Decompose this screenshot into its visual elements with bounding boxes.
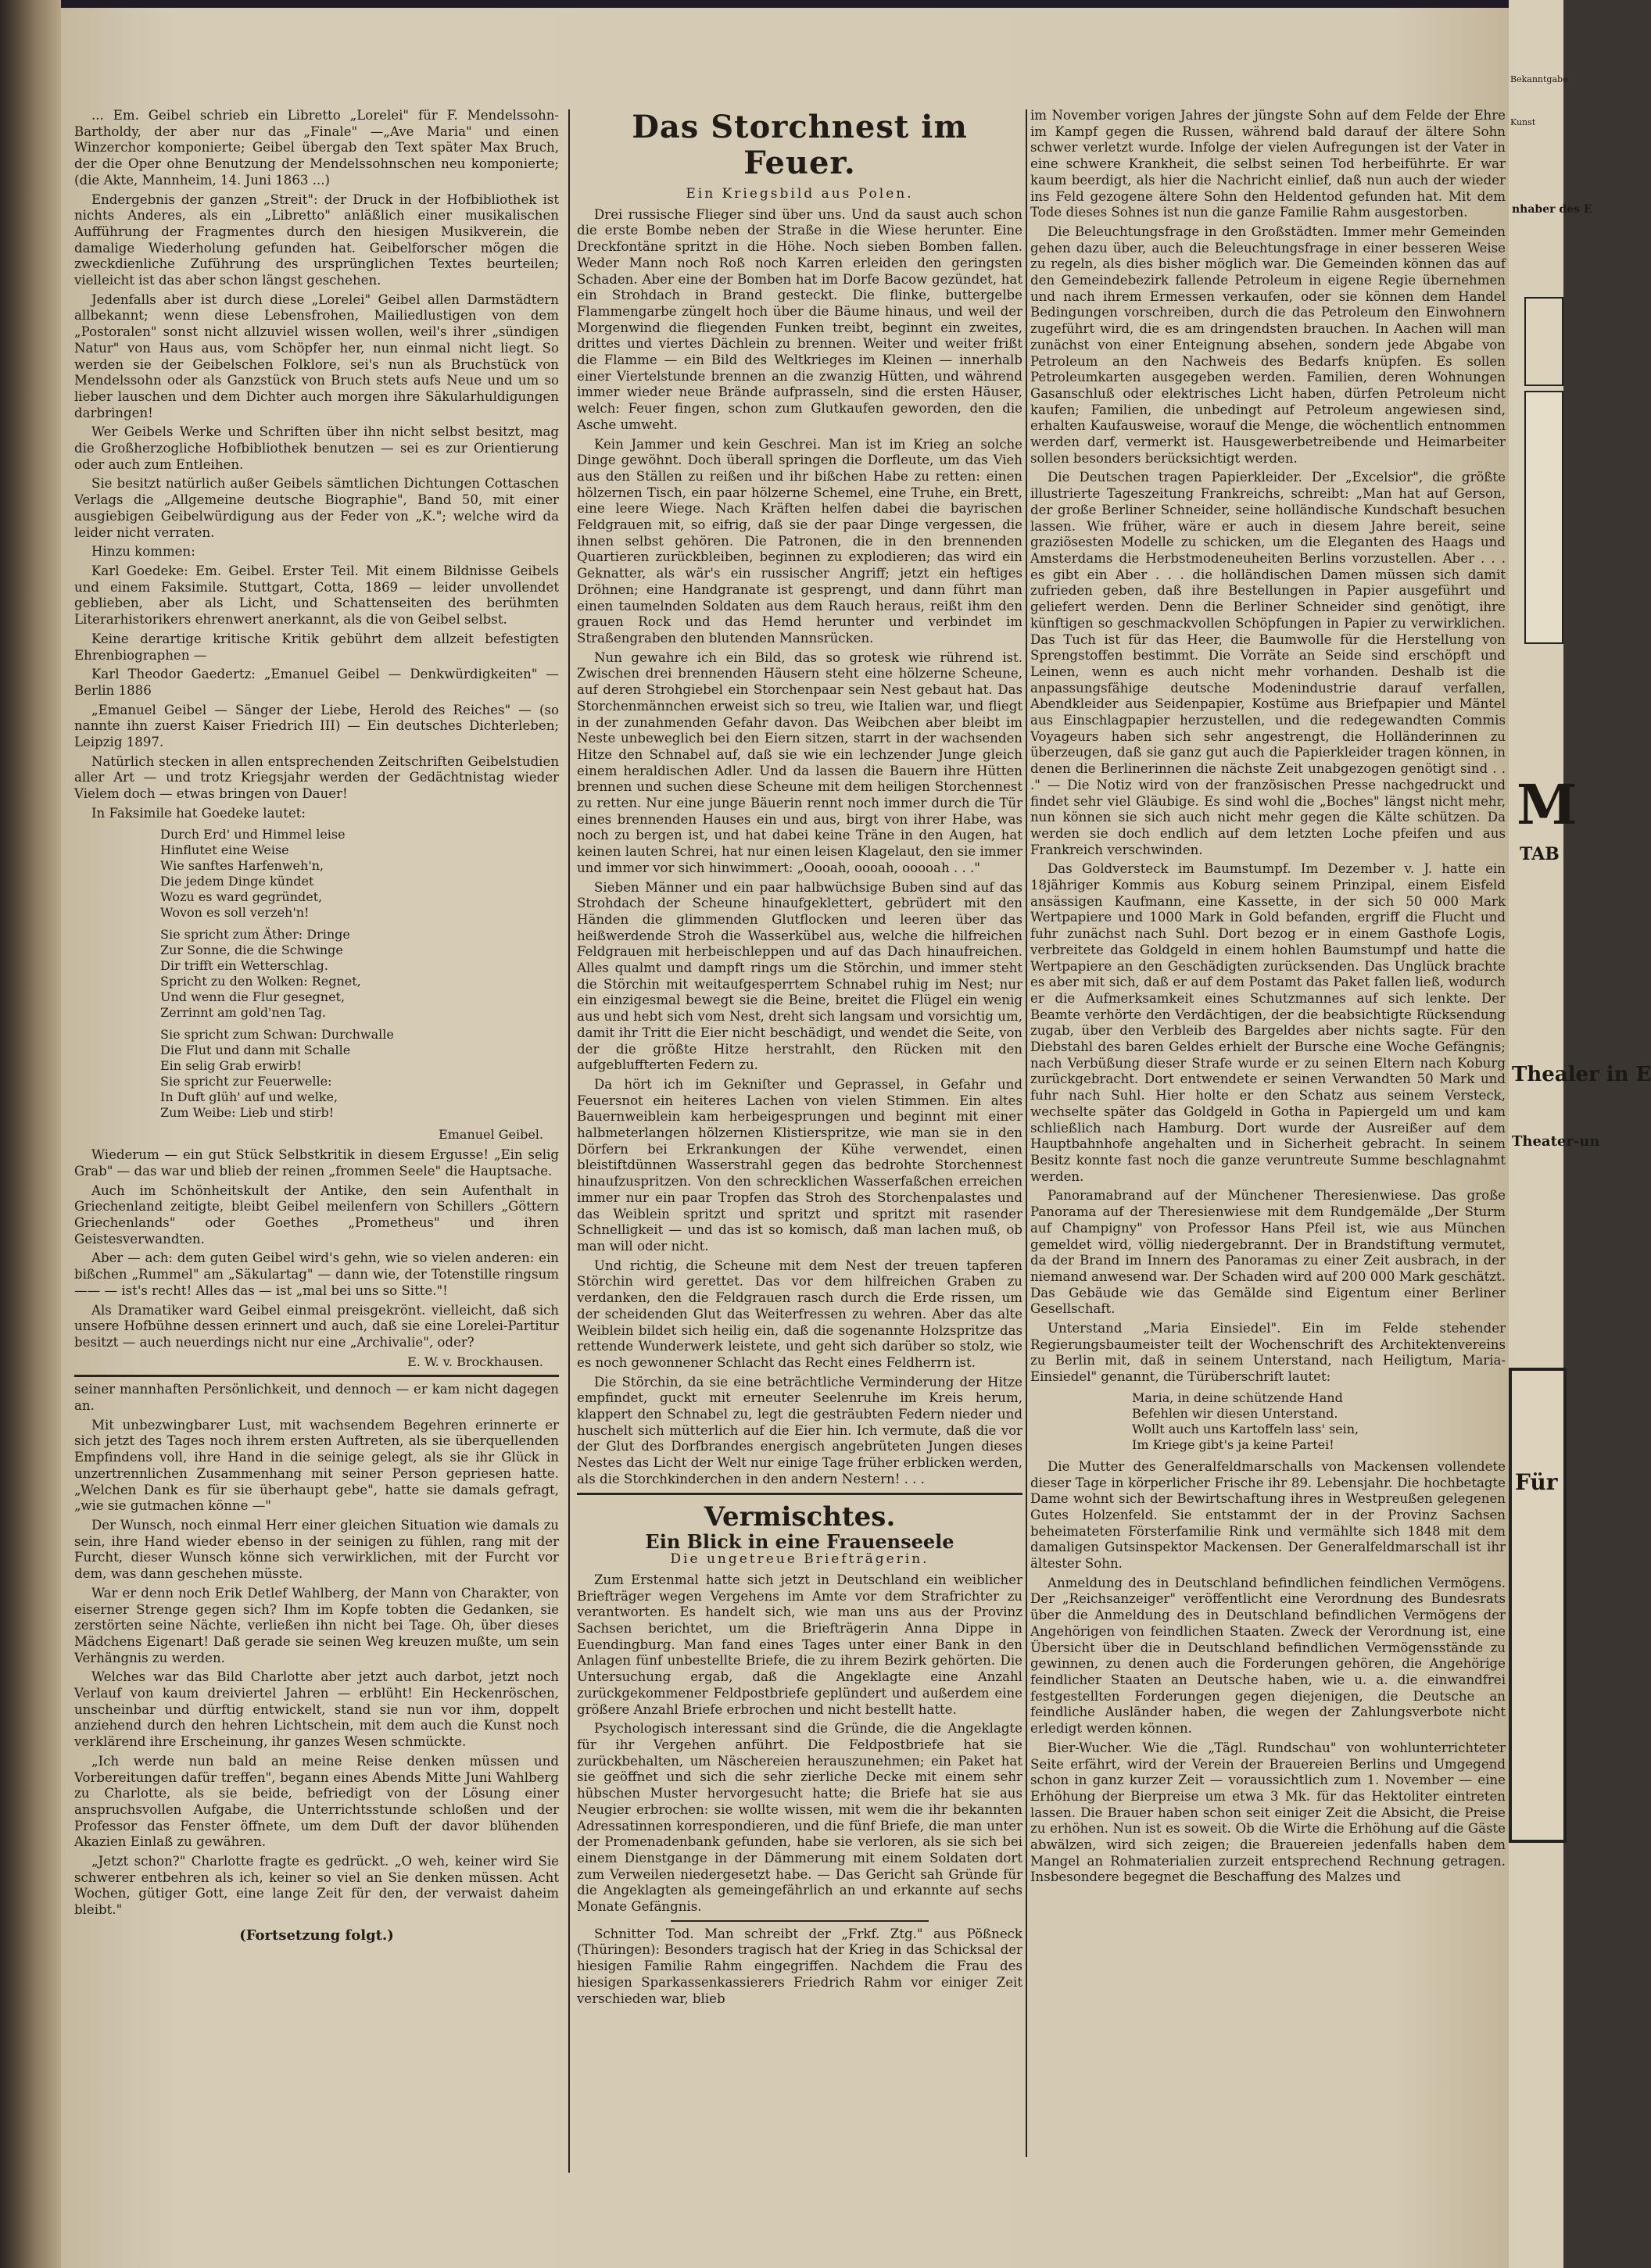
paragraph: Aber — ach: dem guten Geibel wird's gehn, wie so vielen anderen: ein bißchen „Rummel" am „Säkulartag" — dann wie, der Totenstille ringsum —— — ist's recht! Alles das — ist „mal bei uns so Sitte."!	[74, 1250, 559, 1298]
paragraph: Sie besitzt natürlich außer Geibels sämtlichen Dichtungen Cottaschen Verlags die „Allgemeine deutsche Biographie", Band 50, mit einer ausgiebigen Geibelwürdigung aus der Feder von „K."; welche wird da leider nicht verraten.	[74, 476, 559, 540]
paragraph: Drei russische Flieger sind über uns. Und da saust auch schon die erste Bombe neben der Straße in die Wiese herunter. Eine Dreckfontäne spritzt in die Höhe. Noch sieben Bomben fallen. Weder Mann noch Roß noch Karren erleiden den geringsten Schaden. Aber eine der Bomben hat im Dorfe Bacow gezündet, hat ein Strohdach in Brand gesteckt. Die flinke, buttergelbe Flammengarbe züngelt hoch über die Bäume hinaus, und weil der Morgenwind die fliegenden Funken treibt, beginnt ein zweites, drittes und viertes Dächlein zu brennen. Weiter und weiter frißt die Flamme — ein Bild des Weltkrieges im Kleinen — innerhalb einer Viertelstunde brennen an die zwanzig Hütten, und während immer wieder neue Brände aufprasseln, sind die ersten Häuser, welch: Feuer fingen, schon zum Glutkaufen geworden, den die Asche umweht.	[577, 206, 1022, 432]
column-3	[1030, 108, 1506, 2171]
poem-line: Zur Sonne, die die Schwinge	[160, 942, 343, 957]
paragraph: ... Em. Geibel schrieb ein Libretto „Lorelei" für F. Mendelssohn-Bartholdy, der aber nur das „Finale" —„Ave Maria" und einen Winzerchor komponierte; Geibel übergab den Text später Max Bruch, der die Oper ohne Benutzung der Mendelssohnschen neu komponierte; (die Akte, Mannheim, 14. Juni 1863 ...)	[74, 108, 559, 188]
paragraph: Die Deutschen tragen Papierkleider. Der „Excelsior", die größte illustrierte Tageszeitung Frankreichs, schreibt: „Man hat auf Gerson, der große Berliner Schneider, seine holländische Kundschaft besuchen lassen. Wie früher, wäre er auch in diesem Jahre bereit, seine graziösesten Modelle zu schicken, um die Eleganten des Haags und Amsterdams die Herbstmodeneuheiten Berlins vorzustellen. Aber . . . es gibt ein Aber . . . die holländischen Damen müssen sich damit zufrieden geben, daß ihre Bestellungen in Papier ausgeführt und geliefert werden. Denn die Berliner Schneider sind genötigt, ihre künftigen so geschmackvollen Schöpfungen in Papier zu verwirklichen. Das Tuch ist für das Heer, die Baumwolle für die Herstellung von Sprengstoffen bestimmt. Die Vorräte an Seide sind erschöpft und Leinen, wenn es auch nicht mehr vorhanden. Deshalb ist die anpassungsfähige deutsche Modenindustrie darauf verfallen, Abendkleider aus Seidenpapier, Kostüme aus Briefpapier und Mäntel aus Einschlagpapier herzustellen, und die redegewandten Commis Voyageurs haben sich sehr angestrengt, die Holländerinnen zu überzeugen, daß sie ganz gut auch die Papierkleider tragen können, in denen die Berlinerinnen die nächste Zeit unabgezogen genötigt sind . . ." — Die Notiz wird von der französischen Presse nachgedruckt und findet sehr viel Gläubige. Es sind wohl die „Boches" längst nicht mehr, nun können sie sich auch nicht mehr gegen die Kälte schützen. Da werden sie doch endlich auf dem letzten Loche pfeifen und aus Frankreich verschwinden.	[1030, 470, 1506, 857]
column-rule-1	[568, 109, 570, 2173]
edge-ad-box-1	[1524, 297, 1563, 386]
verse-line: Im Kriege gibt's ja keine Partei!	[1132, 1436, 1334, 1452]
adjacent-page-edge	[1509, 0, 1651, 2268]
poem-line: Sie spricht zum Schwan: Durchwalle	[160, 1026, 394, 1042]
poem-line: Hinflutet eine Weise	[160, 842, 289, 857]
paragraph: Die Störchin, da sie eine beträchtliche Verminderung der Hitze empfindet, guckt mit erneuter Seelenruhe im Kreis herum, klappert den Schnabel zu, legt die gesträubten Federn nieder und huschelt sich mütterlich auf die Eier hin. Ich vermute, daß die vor der Glut des Dorfbrandes energisch angebrüteten Jungen dieses Nestes das Licht der Welt nur einige Tage früher erblicken werden, als die Storchkinderchen in den andern Nestern! . . .	[577, 1374, 1022, 1486]
verse-line: Wollt auch uns Kartoffeln lass' sein,	[1132, 1421, 1359, 1436]
continuation-note: (Fortsetzung folgt.)	[239, 1926, 394, 1944]
paragraph: Mit unbezwingbarer Lust, mit wachsendem Begehren erinnerte er sich jetzt des Tages noch ihrem ersten Auftreten, als sie überquellenden Empfindens voll, ihre Hand in die seinige gelegt, als sie ihr Glück in unzertrennlichen Zusammenhang mit seiner Person gepriesen hatte. „Welchen Dank es für sie überhaupt gebe", hatte sie damals gefragt, „wie sie gutmachen könne —"	[74, 1417, 559, 1514]
paragraph: In Faksimile hat Goedeke lautet:	[91, 805, 306, 821]
paragraph: Panoramabrand auf der Münchener Theresienwiese. Das große Panorama auf der Theresienwiese mit dem Rundgemälde „Der Sturm auf Champigny" von Professor Hans Pfeil ist, wie aus München gemeldet wird, völlig niedergebrannt. Der in Brandstiftung vermutet, da der Brand im Innern des Panoramas zu einer Zeit ausbrach, in der niemand anwesend war. Der Schaden wird auf 200 000 Mark geschätzt. Das Gebäude wie das Gemälde sind Eigentum einer Berliner Gesellschaft.	[1030, 1188, 1506, 1317]
poem-line: Wozu es ward gegründet,	[160, 889, 323, 904]
article-subtitle: Die ungetreue Briefträgerin.	[670, 1551, 929, 1568]
paragraph: Bier-Wucher. Wie die „Tägl. Rundschau" von wohlunterrichteter Seite erfährt, wird der Verein der Brauereien Berlins und Umgegend schon in ganz kurzer Zeit — voraussichtlich zum 1. November — eine Erhöhung der Bierpreise um etwa 3 Mk. für das Hektoliter eintreten lassen. Die Brauer haben schon seit einiger Zeit die Absicht, die Preise zu erhöhen. Nun ist es soweit. Ob die Wirte die Erhöhung auf die Gäste abwälzen, wird sich zeigen; die Brauereien jedenfalls haben dem Mangel an Rohmaterialien zurzeit entsprechend Rechnung getragen. Insbesondere begegnet die Beschaffung des Malzes und	[1030, 1740, 1506, 1885]
poem-signature: Emanuel Geibel.	[439, 1126, 543, 1142]
section-rule	[577, 1493, 1022, 1495]
paragraph: Das Goldversteck im Baumstumpf. Im Dezember v. J. hatte ein 18jähriger Kommis aus Koburg seinem Prinzipal, einem Eisfeld ansässigen Kaufmann, eine Kassette, in der sich 50 000 Mark Wertpapiere und 1000 Mark in Gold befanden, ergriff die Flucht und fuhr zunächst nach Suhl. Dort bezog er in einem Gasthofe Logis, verbreitete das Goldgeld in einem hohlen Baumstumpf und hatte die Wertpapiere an den Geschädigten zurücksenden. Das Unglück brachte es aber mit sich, daß er auf dem Postamt das Paket fallen ließ, wodurch er die Aufmerksamkeit eines Schutzmannes auf sich lenkte. Der Beamte verhörte den Verdächtigen, der die beabsichtigte Rücksendung zugab, über den Verbleib des Bargeldes aber nichts sagte. Für den Diebstahl des baren Geldes erhielt der Bursche eine Woche Gefängnis; nach Verbüßung dieser Strafe wurde er zu seinen Eltern nach Koburg zurückgebracht. Dort entwendete er seinen Verwandten 50 Mark und fuhr nach Suhl. Hier holte er den Schatz aus seinem Versteck, wechselte später das Goldgeld in Gotha in Papiergeld um und kam schließlich nach Hamburg. Dort wurde der Ausreißer auf dem Hauptbahnhofe angehalten und in Sicherheit gebracht. In seinem Besitz konnte fast noch die ganze veruntreute Summe beschlagnahmt werden.	[1030, 861, 1506, 1184]
edge-big-letter: M	[1517, 772, 1578, 837]
paragraph: Der Wunsch, noch einmal Herr einer gleichen Situation wie damals zu sein, ihre Hand wieder ebenso in der seinigen zu fühlen, rang mit der Furcht, dieser Wunsch könne sich verwirklichen, mit der Furcht vor dem, was dann geschehen müsste.	[74, 1518, 559, 1582]
poem-line: Sie spricht zum Äther: Dringe	[160, 926, 350, 942]
paragraph: Schnitter Tod. Man schreibt der „Frkf. Ztg." aus Pößneck (Thüringen): Besonders tragisch hat der Krieg in das Schicksal der hiesigen Familie Rahm eingegriffen. Nachdem die Frau des hiesigen Sparkassenkassierers Friedrich Rahm vor einiger Zeit verschieden war, blieb	[577, 1926, 1022, 2006]
edge-text-5: Thealer in E	[1512, 1063, 1651, 1086]
paragraph: Wer Geibels Werke und Schriften über ihn nicht selbst besitzt, mag die Großherzogliche Hofbibliothek benutzen — sei es zur Orientierung oder auch zum Entleihen.	[74, 424, 559, 472]
paragraph: „Ich werde nun bald an meine Reise denken müssen und Vorbereitungen dafür treffen", begann eines Abends Mitte Juni Wahlberg zu Charlotte, als sie beide, befriedigt von der Lösung einer anspruchsvollen Aufgabe, die Unterrichtsstunde schloßen und der Professor das Fenster öffnete, um dem Duft der davor blühenden Akazien Einlaß zu gewähren.	[74, 1753, 559, 1850]
edge-text-7: Für	[1515, 1469, 1558, 1495]
book-binding	[0, 0, 61, 2268]
paragraph: im November vorigen Jahres der jüngste Sohn auf dem Felde der Ehre im Kampf gegen die Russen, während bald darauf der ältere Sohn schwer verletzt wurde. Infolge der vielen Aufregungen ist der Vater in eine schwere Krankheit, die selbst seinen Tod herbeiführte. Er war kaum beerdigt, als hier die Nachricht einlief, daß nun auch der wieder ins Feld gezogene ältere Sohn den Heldentod gefunden hat. Mit dem Tode dieses Sohnes ist nun die ganze Familie Rahm ausgestorben.	[1030, 108, 1506, 220]
paragraph: Anmeldung des in Deutschland befindlichen feindlichen Vermögens. Der „Reichsanzeiger" veröffentlicht eine Verordnung des Bundesrats über die Anmeldung des in Deutschland befindlichen Vermögens der Angehörigen von feindlichen Staaten. Zweck der Verordnung ist, eine Übersicht über die in Deutschland befindlichen Vermögensstände zu gewinnen, zu denen auch die Forderungen gehören, die Angehörige feindlicher Staaten an Deutsche haben, wie u. a. die einwandfrei festgestellten Forderungen gegen diejenigen, die Deutsche an feindliche Ausländer haben, die wegen der Zahlungsverbote nicht erledigt werden können.	[1030, 1575, 1506, 1737]
edge-text-6: Theater-un	[1512, 1133, 1600, 1150]
paragraph: Auch im Schönheitskult der Antike, den sein Aufenthalt in Griechenland zeitigte, bleibt Geibel meilenfern von Schillers „Göttern Griechenlands" oder Goethes „Prometheus" und ihren Geistesverwandten.	[74, 1182, 559, 1247]
edge-text-4: TAB	[1520, 844, 1560, 864]
section-title: Vermischtes.	[704, 1501, 896, 1533]
paragraph: Natürlich stecken in allen entsprechenden Zeitschriften Geibelstudien aller Art — und trotz Kriegsjahr werden der Gedächtnistag wieder Vielem doch — etwas bringen von Dauer!	[74, 753, 559, 802]
verse-line: Befehlen wir diesen Unterstand.	[1132, 1405, 1338, 1421]
paragraph: Und richtig, die Scheune mit dem Nest der treuen tapferen Störchin wird gerettet. Das vor dem hilfreichen Graben zu verdanken, den die Feldgrauen rasch durch die Erde rissen, um der scheidenden Glut das Weiterfressen zu wehren. Aber das alte Weiblein bildet sich heilig ein, daß die sogenannte Holzspritze das rettende Wunderwerk leistete, und geht sich darüber so stolz, wie es noch gewonnener Schlacht das Recht eines Feldherrn ist.	[577, 1257, 1022, 1370]
paragraph: Die Beleuchtungsfrage in den Großstädten. Immer mehr Gemeinden gehen dazu über, auch die Beleuchtungsfrage in einer besseren Weise zu regeln, als dies bisher möglich war. Die Gemeinden können das auf den Gemeindebezirk fallende Petroleum in eigene Regie übernehmen und nach ihrem Ermessen verkaufen, oder sie können dem Handel Bedingungen vorschreiben, durch die das Petroleum den Einwohnern zugeführt wird, die es am dringendsten brauchen. In Aachen will man zunächst von einer Enteignung absehen, sondern jede Abgabe von Petroleum an den Nachweis des Bedarfs knüpfen. Es sollen Petroleumkarten ausgegeben werden. Familien, deren Wohnungen Gasanschluß oder elektrisches Licht haben, dürfen Petroleum nicht kaufen; Familien, die unbedingt auf Petroleum angewiesen sind, erhalten Kaufausweise, worauf die Menge, die wöchentlich entnommen werden darf, vermerkt ist. Hausgewerbetreibende und Heimarbeiter sollen besonders berücksichtigt werden.	[1030, 224, 1506, 466]
paragraph: Endergebnis der ganzen „Streit": der Druck in der Hofbibliothek ist nichts Anderes, als ein „Libretto" anläßlich einer musikalischen Aufführung der Fragmentes durch den hiesigen Musikverein, die damalige Wiederholung gefunden hat. Geibelforscher mögen die zweckdienliche Zuführung des ursprünglichen Textes beurteilen; vielleicht ist das aber schon längst geschehen.	[74, 191, 559, 288]
article-title: Ein Blick in eine Frauenseele	[645, 1529, 954, 1553]
paragraph: Als Dramatiker ward Geibel einmal preisgekrönt. vielleicht, daß sich unsere Hofbühne dessen erinnert und auch, daß sie eine Lorelei-Partitur besitzt — auch neuerdings nicht nur eine „Archivalie", oder?	[74, 1302, 559, 1350]
edge-text-2: Kunst	[1510, 117, 1536, 127]
edge-ad-box-3	[1509, 1368, 1567, 1843]
author-signature: E. W. v. Brockhausen.	[407, 1354, 543, 1369]
paragraph: Da hört ich im Gekniſter und Geprassel, in Gefahr und Feuersnot ein heiteres Lachen von vielen Stimmen. Ein altes Bauernweiblein kam herbeigesprungen und beginnt mit einer halbmeterlangen hölzernen Klistierspritze, wie man sie in den Dörfern bei Erkrankungen der Kühe verwendet, einen bleistiftdünnen Wasserstrahl gegen das bedrohte Storchennest hinaufzuspritzen. Von den schrecklichen Wasserfaßchen erreichen immer nur ein paar Tropfen das Stroh des Storchenpalastes und das Weiblein spritzt und spritzt und spritzt mit rasender Schnelligkeit — und das ist so komisch, daß man lachen muß, ob man will oder nicht.	[577, 1076, 1022, 1254]
paragraph: Welches war das Bild Charlotte aber jetzt auch darbot, jetzt noch Verlauf von kaum dreiviertel Jahren — erblüht! Ein Heckenröschen, unscheinbar und dürftig entwickelt, stand sie nun vor ihm, doppelt anziehend durch den hehren Lichtschein, mit dem auch die Kunst noch verklärend ihre Erscheinung, ihr ganzes Wesen schmückte.	[74, 1669, 559, 1750]
poem-line: Zerrinnt am gold'nen Tag.	[160, 1004, 327, 1020]
article-headline: Das Storchnest im Feuer.	[632, 109, 968, 181]
poem-line: Die Flut und dann mit Schalle	[160, 1042, 351, 1057]
top-edge	[61, 0, 1509, 8]
column-1	[74, 108, 559, 2148]
paragraph: Psychologisch interessant sind die Gründe, die die Angeklagte für ihr Vergehen anführt. Die Feldpostbriefe hat sie zurückbehalten, um Näschereien herauszunehmen; ein Paket hat sie geöffnet und sich die sehr zierliche Decke mit einem sehr hübschen Muster hervorgesucht hatte; die Briefe hat sie aus Neugier erbrochen: sie wollte wissen, mit wem die ihr bekannten Adressatinnen korrespondieren, und die fünf Briefe, die man unter der Promenadenbank gefunden, habe sie verloren, als sie sich bei einem Dienstgange in der Dämmerung mit einem Soldaten dort zum Verweilen niedergesetzt habe. — Das Gericht sah Gründe für die Angeklagten als gemeingefährlich an und erkannte auf sechs Monate Gefängnis.	[577, 1721, 1022, 1915]
poem-line: Und wenn die Flur gesegnet,	[160, 989, 346, 1004]
poem-line: Spricht zu den Wolken: Regnet,	[160, 973, 361, 989]
poem-line: Wovon es soll verzeh'n!	[160, 904, 310, 920]
poem-stanza-1	[160, 827, 559, 921]
paragraph: „Emanuel Geibel — Sänger der Liebe, Herold des Reiches" — (so nannte ihn zuerst Kaiser Friedrich III) — Ein deutsches Dichterleben; Leipzig 1897.	[74, 702, 559, 750]
paragraph: Zum Erstenmal hatte sich jetzt in Deutschland ein weiblicher Briefträger wegen Vergehens im Amte vor dem Strafrichter zu verantworten. Es handelt sich, wie man uns aus der Provinz Sachsen berichtet, um die Briefträgerin Anna Dippe in Euendingburg. Man fand eines Tages unter einer Bank in den Anlagen fünf unbestellte Briefe, die zu ihrem Bezirk gehörten. Die Untersuchung ergab, daß die Angeklagte eine Anzahl zurückgekommener Feldpostbriefe geplündert und außerdem eine größere Anzahl Briefe erbrochen und nicht bestellt hatte.	[577, 1572, 1022, 1717]
paragraph: Jedenfalls aber ist durch diese „Lorelei" Geibel allen Darmstädtern allbekannt; wenn diese Lebensfrohen, Mailiedlustigen von dem „Postoralen" sonst nicht allzuviel wissen wollen, weil's ihrer „sündigen Natur" von Haus aus, vom Schöpfer her, nun einmal nicht liegt. So werden sie der Geibelschen Folklore, sei's nun als Bruchstück von Mendelssohn oder als Ganzstück von Bruch stets aufs Neue und um so lieber lauschen und dem Dichter auch morgen ihre Säkularhuldigungen darbringen!	[74, 292, 559, 420]
article-subheadline: Ein Kriegsbild aus Polen.	[686, 186, 914, 202]
paragraph: War er denn noch Erik Detlef Wahlberg, der Mann von Charakter, von eiserner Strenge gegen sich? Ihm im Kopfe tobten die Gedanken, sie zerstörten seine Nächte, verließen ihn nicht bei Tage. Oh, über dieses Mädchens Eigenart! Daß gerade sie seinen Weg kreuzen mußte, um sein Verhängnis zu werden.	[74, 1585, 559, 1665]
paragraph: Wiederum — ein gut Stück Selbstkritik in diesem Ergusse! „Ein selig Grab" — das war und blieb der reinen „frommen Seele" die Hauptsache.	[74, 1147, 559, 1179]
poem-line: Dir trifft ein Wetterschlag.	[160, 957, 328, 973]
poem-line: Sie spricht zur Feuerwelle:	[160, 1073, 332, 1089]
poem-line: In Duft glüh' auf und welke,	[160, 1089, 338, 1104]
poem-line: Ein selig Grab erwirb!	[160, 1057, 302, 1073]
edge-text-1: Bekanntgabe	[1510, 74, 1568, 84]
paragraph: Kein Jammer und kein Geschrei. Man ist im Krieg an solche Dinge gewöhnt. Doch überall springen die Dorfleute, um das Vieh aus den Ställen zu reißen und ihr bißchen Habe zu retten: einen hölzernen Tisch, ein paar hölzerne Schemel, eine Truhe, ein Brett, eine leere Wiege. Nach Kräften helfen dabei die bayrischen Feldgrauen mit, so eifrig, daß sie der paar Dinge vergessen, die ihnen selbst gehören. Die Patronen, die in den brennenden Quartieren zurückbleiben, beginnen zu explodieren; das wird ein Geknatter, als wär's ein russischer Angriff; jetzt ein heftiges Dröhnen; eine Handgranate ist gesprengt, und dann führt man einen taumelnden Soldaten aus dem Rauch heraus, reißt ihm den grauen Rock und das Hemd herunter und verbindet im Straßengraben den blutenden Mannsrücken.	[577, 436, 1022, 646]
paragraph: Karl Theodor Gaedertz: „Emanuel Geibel — Denkwürdigkeiten" — Berlin 1886	[74, 667, 559, 698]
paragraph: Karl Goedeke: Em. Geibel. Erster Teil. Mit einem Bildnisse Geibels und einem Faksimile. Stuttgart, Cotta, 1869 — leider unvollendet geblieben, aber als Licht, und Schattenseiten des berühmten Literarhistorikers ehrenwert anerkannt, als die von Geibel selbst.	[74, 563, 559, 628]
section-rule	[74, 1375, 559, 1377]
paragraph: Nun gewahre ich ein Bild, das so grotesk wie rührend ist. Zwischen drei brennenden Häusern steht eine hölzerne Scheune, auf deren Strohgiebel ein Storchenpaar sein Nest gebaut hat. Das Storchenmännchen erweist sich so treu, wie Italien war, und fliegt in der zunahmenden Gefahr davon. Das Weibchen aber bleibt im Neste unbeweglich bei den Eiern sitzen, starrt in der wachsenden Hitze den Schnabel auf, daß sie wie ein lechzender Junge gleich einem heraldischen Adler. Und da lassen die Bauern ihre Hütten brennen und suchen diese Scheune mit dem heiligen Storchennest zu retten. Nur eine junge Bäuerin rennt noch immer durch die Tür eines brennenden Hauses ein und aus, birgt von ihrer Habe, was noch zu bergen ist, und hat dabei keine Träne in den Augen, hat keinen lauten Schrei, hat nur einen leisen Klagelaut, den sie immer und immer vor sich hinwimmert: „Oooah, oooah, ooooah . . ."	[577, 649, 1022, 875]
poem-line: Zum Weibe: Lieb und stirb!	[160, 1104, 335, 1120]
poem-line: Wie sanftes Harfenweh'n,	[160, 857, 324, 873]
paragraph: Die Mutter des Generalfeldmarschalls von Mackensen vollendete dieser Tage in körperlicher Frische ihr 89. Lebensjahr. Die hochbetagte Dame wohnt sich der Bewirtschaftung ihres in Westpreußen gelegenen Gutes Holzenfeld. Sie entstammt der in der Provinz Sachsen beheimateten Försterfamilie Rink und vermählte sich 1848 mit dem damaligen Gutsinspektor Mackensen. Der Generalfeldmarschall ist ihr ältester Sohn.	[1030, 1458, 1506, 1572]
paragraph: Keine derartige kritische Kritik gebührt dem allzeit befestigten Ehrenbiographen —	[74, 631, 559, 663]
inscription-verse	[1132, 1390, 1506, 1453]
paragraph: Hinzu kommen:	[91, 544, 195, 560]
paragraph: seiner mannhaften Persönlichkeit, und dennoch — er kam nicht dagegen an.	[74, 1382, 559, 1414]
edge-ad-box-2	[1524, 391, 1563, 644]
paragraph: „Jetzt schon?" Charlotte fragte es gedrückt. „O weh, keiner wird Sie schwerer entbehren als ich, keiner so viel an Sie denken müssen. Acht Wochen, gütiger Gott, eine lange Zeit für den, der verwaist daheim bleibt."	[74, 1854, 559, 1918]
column-2	[577, 108, 1022, 2062]
poem-line: Durch Erd' und Himmel leise	[160, 826, 346, 842]
paragraph: Sieben Männer und ein paar halbwüchsige Buben sind auf das Strohdach der Scheune hinaufgeklettert, gebrüdert mit den Händen die glimmenden Glutflocken und leeren über das heißwerdende Stroh die Wasserkübel aus, welche die hilfreichen Feldgrauen mit herbeischleppen und auf das Dach hinaufreichen. Alles qualmt und dampft rings um die Störchin, und immer steht die Störchin mit weitaufgesperrtem Schnabel ruhig im Nest; nur ein einzigesmal bewegt sie die Beine, breitet die Flügel ein wenig aus und hebt sich vom Nest, dreht sich langsam und vorsichtig um, damit ihr Tritt die Eier nicht beschädigt, und wendet die Seite, von der die größte Hitze herstrahlt, den Rücken mit den aufgebluffterten Federn zu.	[577, 879, 1022, 1073]
poem-line: Die jedem Dinge kündet	[160, 873, 314, 889]
verse-line: Maria, in deine schützende Hand	[1132, 1390, 1343, 1405]
edge-text-3: nhaber des E	[1512, 203, 1592, 216]
article-separator	[671, 1920, 929, 1922]
paragraph: Unterstand „Maria Einsiedel". Ein im Felde stehender Regierungsbaumeister teilt der Wochenschrift des Architektenvereins zu Berlin mit, daß in seinem Unterstand, nach Heiligtum, Maria-Einsiedel" genannt, die Türüberschrift lautet:	[1030, 1321, 1506, 1385]
poem-stanza-3	[160, 1027, 559, 1121]
poem-stanza-2	[160, 927, 559, 1021]
column-rule-2	[1026, 109, 1027, 2157]
